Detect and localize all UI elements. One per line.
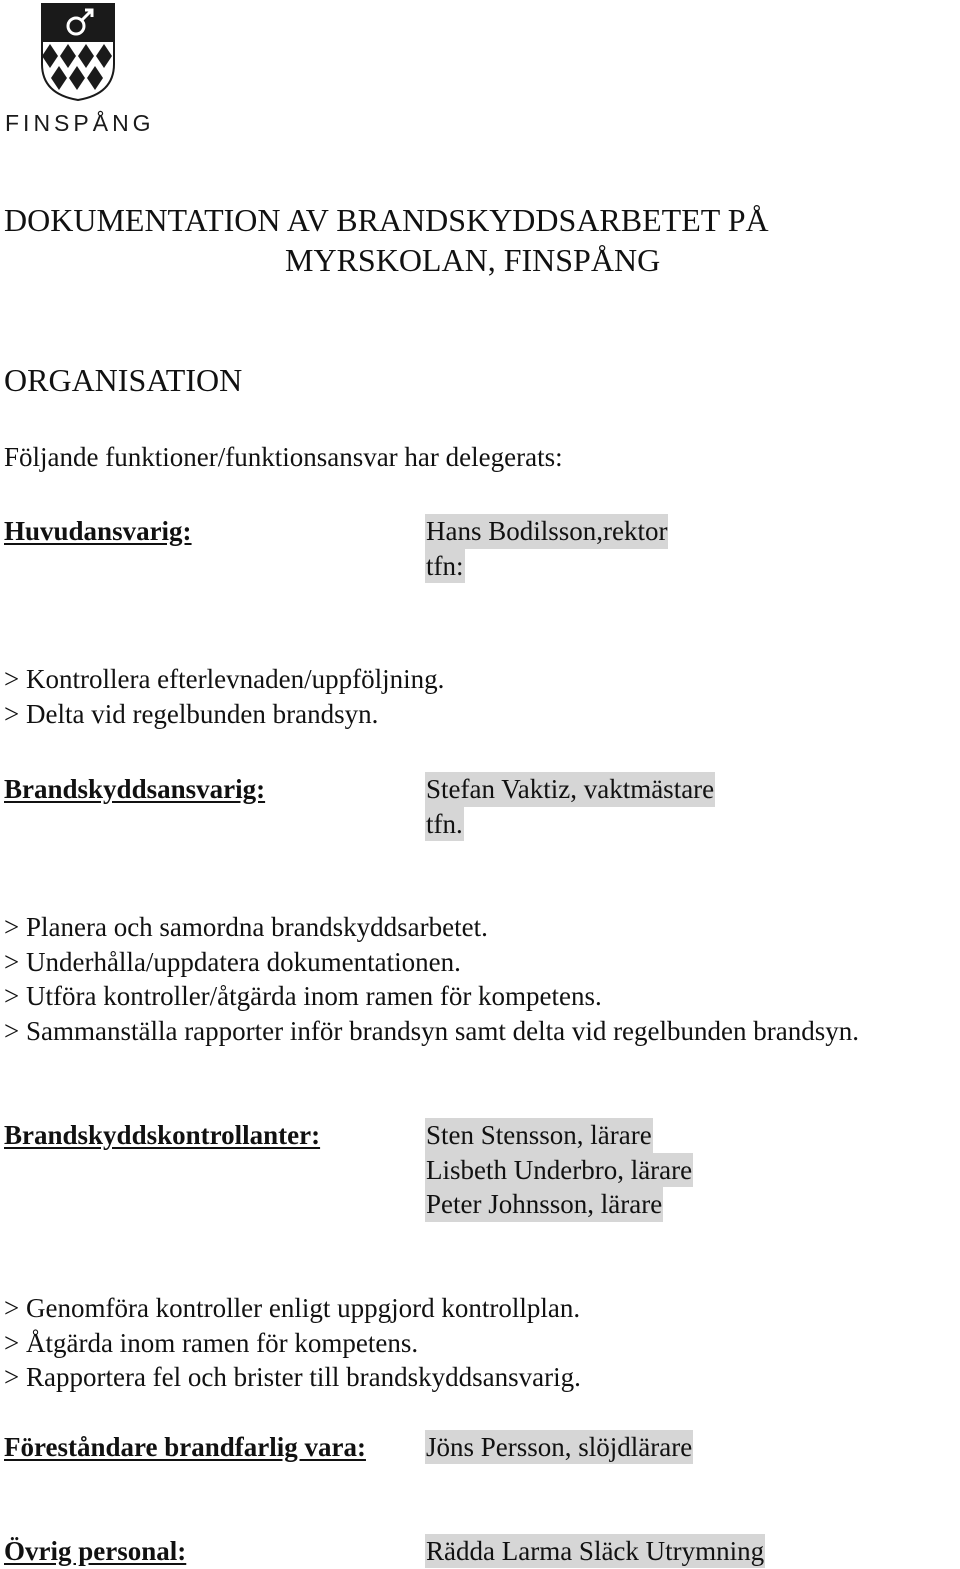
kontrollant-name: Sten Stensson, lärare <box>425 1118 653 1153</box>
task-item: > Underhålla/uppdatera dokumentationen. <box>4 946 461 977</box>
task-item: > Genomföra kontroller enligt uppgjord kontrollplan. <box>4 1293 581 1323</box>
brandskyddsansvarig-label: Brandskyddsansvarig: <box>4 774 266 804</box>
task-item: > Planera och samordna brandskyddsarbetet. <box>4 912 488 942</box>
huvudansvarig-info <box>425 514 668 583</box>
finspang-logo <box>2 2 158 136</box>
task-item: > Åtgärda inom ramen för kompetens. <box>4 1327 419 1358</box>
brandskyddsansvarig-name: Stefan Vaktiz, vaktmästare <box>425 772 715 807</box>
kontrollanter-tasks <box>4 1291 581 1395</box>
intro-text: Följande funktioner/funktionsansvar har delegerats: <box>4 442 563 472</box>
section-heading: ORGANISATION <box>4 362 243 398</box>
ovrig-personal-value: Rädda Larma Släck Utrymning <box>426 1536 765 1566</box>
huvudansvarig-name: Hans Bodilsson,rektor <box>425 514 668 549</box>
task-item: > Sammanställa rapporter inför brandsyn samt delta vid regelbunden brandsyn. <box>4 1015 859 1046</box>
coat-of-arms-icon <box>40 2 160 102</box>
kontrollant-name: Peter Johnsson, lärare <box>425 1187 663 1222</box>
task-item: > Kontrollera efterlevnaden/uppföljning. <box>4 664 445 694</box>
brandskyddsansvarig-info <box>425 772 715 841</box>
kontrollant-name: Lisbeth Underbro, lärare <box>425 1153 693 1188</box>
kontrollanter-info <box>425 1118 693 1222</box>
document-title-line-1: DOKUMENTATION AV BRANDSKYDDSARBETET PÅ <box>4 202 769 238</box>
forestandare-label: Föreståndare brandfarlig vara: <box>4 1432 366 1462</box>
brandskyddsansvarig-tasks <box>4 910 859 1048</box>
task-item: > Utföra kontroller/åtgärda inom ramen för kompetens. <box>4 981 602 1011</box>
task-item: > Delta vid regelbunden brandsyn. <box>4 698 379 729</box>
ovrig-personal-label: Övrig personal: <box>4 1536 187 1566</box>
brandskyddsansvarig-phone: tfn. <box>425 807 464 842</box>
huvudansvarig-label: Huvudansvarig: <box>4 516 192 546</box>
huvudansvarig-phone: tfn: <box>425 549 465 584</box>
logo-text: FINSPÅNG <box>5 110 155 136</box>
document-title-line-2: MYRSKOLAN, FINSPÅNG <box>285 242 661 278</box>
kontrollanter-label: Brandskyddskontrollanter: <box>4 1120 321 1150</box>
huvudansvarig-tasks <box>4 662 444 731</box>
forestandare-value: Jöns Persson, slöjdlärare <box>426 1432 693 1462</box>
task-item: > Rapportera fel och brister till brandskyddsansvarig. <box>4 1362 581 1392</box>
